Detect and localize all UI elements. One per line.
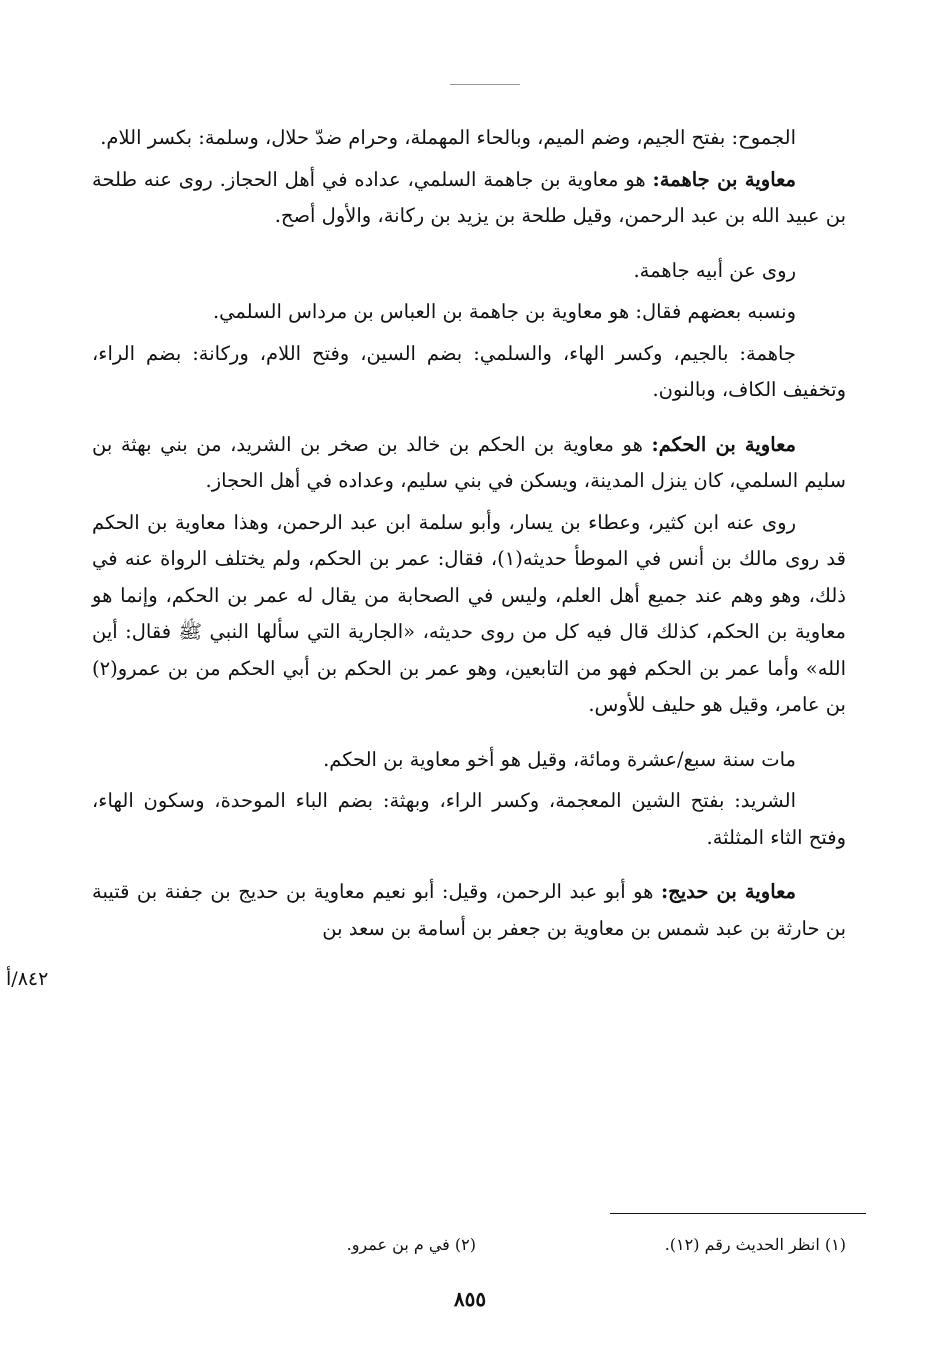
page-number: ٨٥٥: [453, 1287, 487, 1311]
paragraph-text: روى عنه ابن كثير، وعطاء بن يسار، وأبو سلمة ابن عبد الرحمن، وهذا معاوية بن الحكم قد روى مالك بن أنس في الموطأ حديثه(١)، فقال: عمر بن الحكم، ولم يختلف الرواة عنه في ذلك، وهو وهم عند جميع أهل العلم، وليس في الصحابة من يقال له عمر بن الحكم، وإنما هو معاوية بن الحكم، كذلك قال فيه كل من روى حديثه، «الجارية التي سألها النبي ﷺ فقال: أين الله» وأما عمر بن الحكم فهو من التابعين، وهو عمر بن الحكم بن أبي الحكم من بن عمرو(٢) بن عامر، وقيل هو حليف للأوس.: [92, 510, 846, 716]
paragraph: [92, 336, 846, 409]
header-rule: [450, 84, 520, 85]
paragraph: [92, 874, 846, 947]
paragraph: [92, 253, 846, 290]
paragraph: [92, 505, 846, 724]
entry-heading: معاوية بن جاهمة:: [652, 167, 796, 191]
main-text: [92, 120, 846, 952]
paragraph-text: الجموح: بفتح الجيم، وضم الميم، وبالحاء المهملة، وحرام ضدّ حلال، وسلمة: بكسر اللام.: [100, 126, 796, 149]
entry-heading: معاوية بن الحكم:: [651, 432, 796, 456]
paragraph-text: ونسبه بعضهم فقال: هو معاوية بن جاهمة بن العباس بن مرداس السلمي.: [212, 300, 796, 323]
paragraph: [92, 742, 846, 779]
footnote-1: (١) انظر الحديث رقم (١٢).: [664, 1235, 846, 1254]
paragraph-text: هو معاوية بن جاهمة السلمي، عداده في أهل الحجاز. روى عنه طلحة بن عبيد الله بن عبد الرحمن، وقيل طلحة بن يزيد بن ركانة، والأول أصح.: [92, 167, 846, 227]
paragraph-text: مات سنة سبع/عشرة ومائة، وقيل هو أخو معاوية بن الحكم.: [323, 747, 796, 771]
paragraph: [92, 162, 846, 235]
footnote-rule: [610, 1213, 866, 1214]
paragraph: [92, 783, 846, 856]
entry-heading: معاوية بن حديج:: [660, 880, 796, 903]
paragraph: [92, 427, 846, 500]
paragraph-text: هو أبو عبد الرحمن، وقيل: أبو نعيم معاوية بن حديج بن جفنة بن قتيبة بن حارثة بن عبد شمس بن معاوية بن جعفر بن أسامة بن سعد بن: [92, 880, 846, 940]
paragraph-text: روى عن أبيه جاهمة.: [633, 258, 796, 282]
paragraph: [92, 120, 846, 157]
footnote-2: (٢) في م بن عمرو.: [346, 1235, 476, 1254]
paragraph: [92, 294, 846, 331]
manuscript-folio-ref: ٨٤٢/أ: [6, 968, 49, 990]
paragraph-text: جاهمة: بالجيم، وكسر الهاء، والسلمي: بضم السين، وفتح اللام، وركانة: بضم الراء، وتخفيف الكاف، وبالنون.: [92, 341, 846, 401]
footnotes: [92, 1235, 846, 1263]
paragraph-text: هو معاوية بن الحكم بن خالد بن صخر بن الشريد، من بني بهثة بن سليم السلمي، كان ينزل المدينة، ويسكن في بني سليم، وعداده في أهل الحجاز.: [92, 432, 846, 492]
paragraph-text: الشريد: بفتح الشين المعجمة، وكسر الراء، وبهثة: بضم الباء الموحدة، وسكون الهاء، وفتح الثاء المثلثة.: [92, 789, 846, 849]
